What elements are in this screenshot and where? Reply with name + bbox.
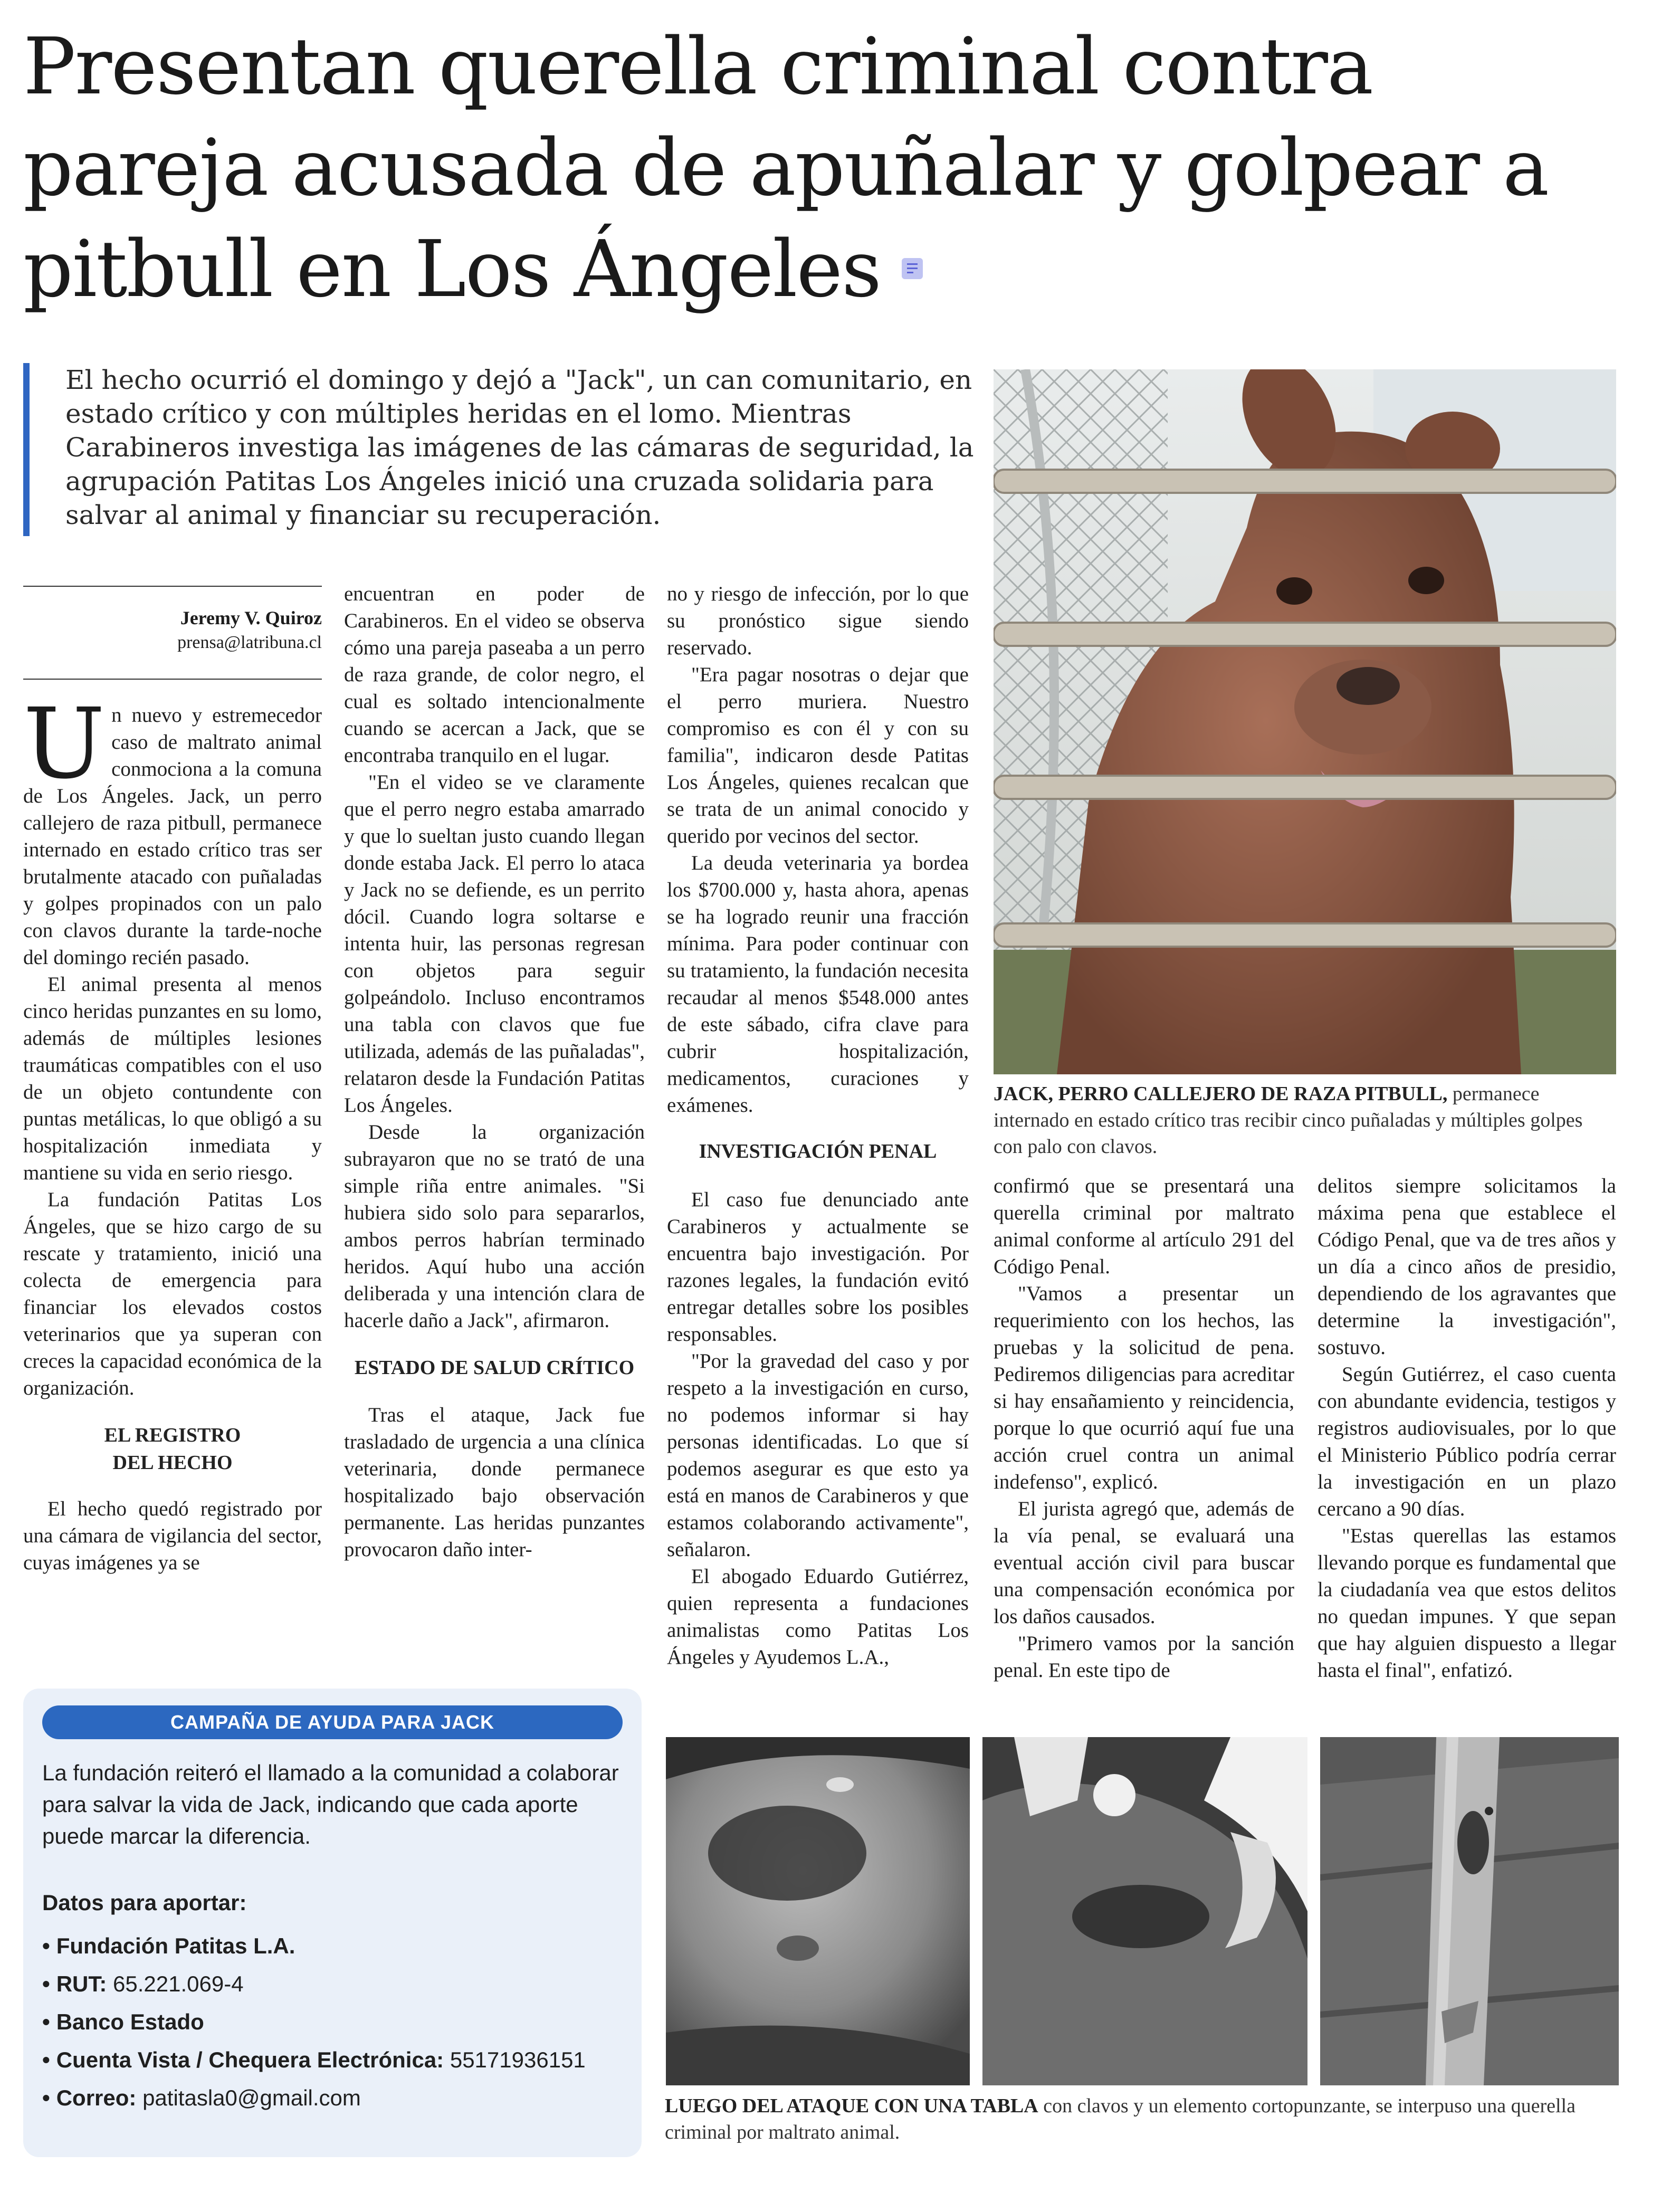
wound-treatment-photo [982,1737,1307,2085]
paragraph: El abogado Eduardo Gutiérrez, quien representa a fundaciones animalistas como Patitas Los Ángeles y Ayudemos L.A., [667,1565,969,1668]
paragraph: "En el video se ve claramente que el perro negro estaba amarrado y que lo sueltan justo cuando llegan donde estaba Jack. El perro lo ataca y Jack no se defiende, es un perrito dócil. Cuando logra soltarse e intenta huir, las personas regresan con objetos para seguir golpeándolo. Incluso encontramos una tabla con clavos que fue utilizada, además de las puñaladas", relataron desde la Fundación Patitas Los Ángeles. [344,771,645,1117]
caption-lead: LUEGO DEL ATAQUE CON UNA TABLA [665,2095,1038,2117]
comment-icon[interactable] [902,258,923,279]
campaign-intro: La fundación reiteró el llamado a la comunidad a colaborar para salvar la vida de Jack, indicando que cada aporte puede marcar la diferencia. [42,1760,619,1848]
paragraph: El jurista agregó que, además de la vía penal, se evaluará una eventual acción civil para buscar una compensación económica por los daños causados. [994,1498,1294,1628]
column-5 [1318,1172,1616,1684]
paragraph: "Era pagar nosotras o dejar que el perro muriera. Nuestro compromiso es con él y con su familia", indicaron desde Patitas Los Ángeles, quienes recalcan que se trata de un animal conocido y querido por vecinos del sector. [667,663,969,847]
paragraph: encuentran en poder de Carabineros. En el video se observa cómo una pareja paseaba a un perro de raza grande, de color negro, el cual es soltado intencionalmente cuando se acercan a Jack, que se encontraba tranquilo en el lugar. [344,583,645,767]
subheading-registro: EL REGISTRO DEL HECHO [104,1424,241,1474]
byline-divider [23,679,322,680]
paragraph: "Vamos a presentar un requerimiento con los hechos, las pruebas y la solicitud de pena. Pediremos diligencias para acreditar si hay ensañamiento y reincidencia, porque lo que ocurrió aquí fue una acción cruel contra un animal indefenso", explicó. [994,1282,1294,1493]
column-3 [667,580,969,1671]
headline-text: Presentan querella criminal contra pareja acusada de apuñalar y golpear a pitbull en Los Ángeles [23,21,1549,314]
campaign-box [23,1689,642,2157]
author-email[interactable]: prensa@latribuna.cl [177,633,322,652]
column-1 [23,688,322,1576]
column-4 [994,1172,1294,1684]
donation-item-account: • Cuenta Vista / Chequera Electrónica: 55171936151 [42,2047,586,2072]
donation-data-title: Datos para aportar: [42,1890,247,1915]
paragraph: no y riesgo de infección, por lo que su pronóstico sigue siendo reservado. [667,583,969,659]
paragraph: delitos siempre solicitamos la máxima pena que establece el Código Penal, que va de tres años y un día a cinco años de presidio, dependiendo de los agravantes que determine la investigación", sostuvo. [1318,1175,1616,1359]
nailed-board-photo [1320,1737,1619,2085]
donation-item-bank: • Banco Estado [42,2009,204,2034]
paragraph: El caso fue denunciado ante Carabineros y actualmente se encuentra bajo investigación. Por razones legales, la fundación evitó entregar detalles sobre los posibles responsables. [667,1188,969,1346]
paragraph: Desde la organización subrayaron que no se trató de una simple riña entre animales. "Si hubiera sido solo para separarlos, ambos perros habrían terminado heridos. Aquí hubo una acción deliberada y una intención clara de hacerle daño a Jack", afirmaron. [344,1121,645,1332]
donation-email-link[interactable]: patitasla0@gmail.com [142,2085,361,2110]
donation-item-rut: • RUT: 65.221.069-4 [42,1971,244,1996]
paragraph: La fundación Patitas Los Ángeles, que se hizo cargo de su rescate y tratamiento, inició una colecta de emergencia para financiar los elevados costos veterinarios que ya superan con creces la capacidad económica de la organización. [23,1188,322,1399]
paragraph: confirmó que se presentará una querella criminal por maltrato animal conforme al artículo 291 del Código Penal. [994,1175,1294,1278]
column-2 [344,580,645,1563]
byline [23,586,322,655]
donation-item-foundation: • Fundación Patitas L.A. [42,1933,295,1958]
paragraph: El hecho quedó registrado por una cámara de vigilancia del sector, cuyas imágenes ya se [23,1498,322,1574]
donation-item-email: • Correo: patitasla0@gmail.com [42,2085,361,2110]
caption-lead: JACK, PERRO CALLEJERO DE RAZA PITBULL, [994,1083,1448,1105]
campaign-title: CAMPAÑA DE AYUDA PARA JACK [42,1705,623,1739]
dog-cage-photo [994,369,1616,1074]
caption-text: con clavos y un elemento cortopunzante, se interpuso una querella criminal por maltrato animal. [665,2095,1576,2143]
lead-paragraph: El hecho ocurrió el domingo y dejó a "Jack", un can comunitario, en estado crítico y con múltiples heridas en el lomo. Mientras Carabineros investiga las imágenes de las cámaras de seguridad, la agrupación Patitas Los Ángeles inició una cruzada solidaria para salvar al animal y financiar su recuperación. [23,363,984,536]
headline [23,16,1627,320]
donation-data-list [42,1927,628,2117]
paragraph: El animal presenta al menos cinco heridas punzantes en su lomo, además de múltiples lesiones traumáticas compatibles con el uso de un objeto contundente con puntas metálicas, lo que obligó a su hospitalización inmediata y mantiene su vida en serio riesgo. [23,973,322,1184]
first-paragraph: Un nuevo y estremecedor caso de maltrato animal conmociona a la comuna de Los Ángeles. Jack, un perro callejero de raza pitbull, permanece internado en estado crítico tras ser brutalmente atacado con puñaladas y golpes propinados con un palo con clavos durante la tarde-noche del domingo recién pasado. [23,688,322,969]
subheading-salud: ESTADO DE SALUD CRÍTICO [354,1357,635,1379]
wound-closeup-photo [666,1737,970,2085]
drop-cap: U [23,688,106,800]
caption-text: permanece internado en estado crítico tras recibir cinco puñaladas y múltiples golpes con palo con clavos. [994,1083,1583,1158]
subheading-investigacion: INVESTIGACIÓN PENAL [699,1140,937,1162]
paragraph: "Primero vamos por la sanción penal. En este tipo de [994,1632,1294,1682]
paragraph: Tras el ataque, Jack fue trasladado de urgencia a una clínica veterinaria, donde permanece hospitalizado bajo observación permanente. Las heridas punzantes provocaron daño inter- [344,1404,645,1561]
paragraph: "Estas querellas las estamos llevando porque es fundamental que la ciudadanía vea que estos delitos no quedan impunes. Y que sepan que hay alguien dispuesto a llegar hasta el final", enfatizó. [1318,1524,1616,1682]
paragraph: La deuda veterinaria ya bordea los $700.000 y, hasta ahora, apenas se ha logrado reunir una fracción mínima. Para poder continuar con su tratamiento, la fundación necesita recaudar al menos $548.000 antes de este sábado, cifra clave para cubrir hospitalización, medicamentos, curaciones y exámenes. [667,852,969,1117]
author-name: Jeremy V. Quiroz [180,607,322,628]
main-photo-caption [994,1081,1616,1160]
paragraph: Según Gutiérrez, el caso cuenta con abundante evidencia, testigos y registros audiovisuales, por lo que el Ministerio Público podría cerrar la investigación en un plazo cercano a 90 días. [1318,1363,1616,1520]
bottom-photos-caption [665,2093,1615,2146]
paragraph: "Por la gravedad del caso y por respeto a la investigación en curso, no podemos informar si hay personas identificadas. Lo que sí podemos asegurar es que esto ya está en manos de Carabineros y que estamos colaborando activamente", señalaron. [667,1350,969,1561]
